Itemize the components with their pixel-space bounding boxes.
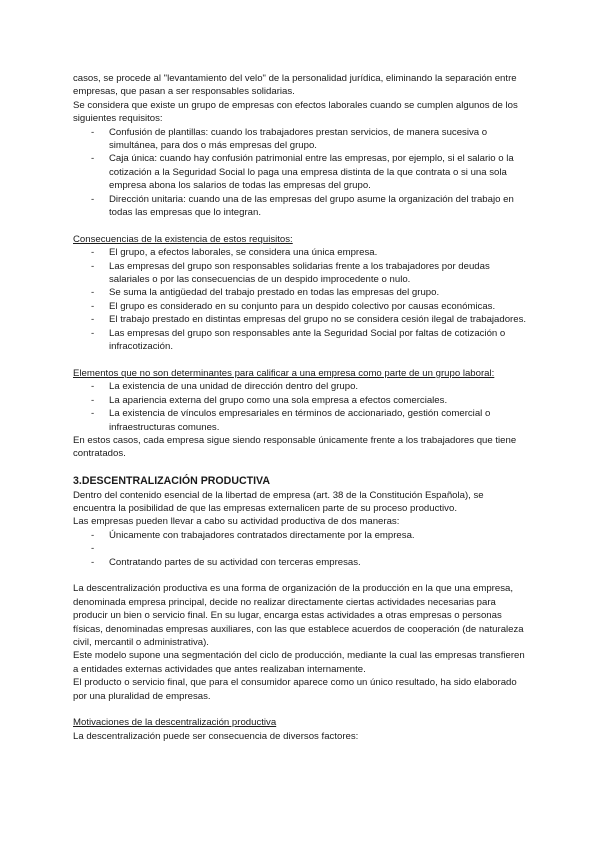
descentralizacion-paragraph-2: Las empresas pueden llevar a cabo su actividad productiva de dos maneras:	[73, 516, 400, 528]
list-item: - Las empresas del grupo son responsables solidarias frente a los trabajadores por deudas salariales o por las consecuencias de un despido improcedente o nulo.	[73, 260, 528, 287]
consecuencias-heading: Consecuencias de la existencia de estos requisitos:	[73, 233, 293, 245]
maneras-list	[73, 529, 528, 569]
list-item: - Las empresas del grupo son responsables ante la Seguridad Social por faltas de cotización o infracotización.	[73, 327, 528, 354]
spacer	[73, 569, 528, 582]
list-item: - Confusión de plantillas: cuando los trabajadores prestan servicios, de manera sucesiva o simultánea, para dos o más empresas del grupo.	[73, 126, 528, 153]
descentralizacion-paragraph-5: El producto o servicio final, que para el consumidor aparece como un único resultado, ha sido elaborado por una pluralidad de empresas.	[73, 677, 517, 702]
list-item: - El grupo, a efectos laborales, se considera una única empresa.	[73, 246, 528, 259]
descentralizacion-paragraph-3: La descentralización productiva es una forma de organización de la producción en la que una empresa, denominada empresa principal, decide no realizar directamente ciertas actividades necesarias para producir un bien o servicio final. En su lugar, encarga estas actividades a otras empresas o personas físicas, denominadas empresas auxiliares, con las que establece acuerdos de cooperación (de naturaleza civil, mercantil o administrativa).	[73, 583, 524, 648]
spacer	[73, 542, 528, 555]
list-item: - La apariencia externa del grupo como una sola empresa a efectos comerciales.	[73, 394, 528, 407]
spacer	[73, 354, 528, 367]
list-item: - Únicamente con trabajadores contratados directamente por la empresa.	[73, 529, 528, 542]
list-item: - La existencia de una unidad de dirección dentro del grupo.	[73, 380, 528, 393]
list-item: - El grupo es considerado en su conjunto para un despido colectivo por causas económicas.	[73, 300, 528, 313]
elementos-closing-paragraph: En estos casos, cada empresa sigue siendo responsable únicamente frente a los trabajadores que tiene contratados.	[73, 434, 517, 460]
spacer	[73, 703, 528, 716]
list-item: - El trabajo prestado en distintas empresas del grupo no se considera cesión ilegal de trabajadores.	[73, 313, 528, 326]
list-item: - Contratando partes de su actividad con terceras empresas.	[73, 556, 528, 569]
elementos-heading: Elementos que no son determinantes para calificar a una empresa como parte de un grupo laboral:	[73, 367, 495, 379]
motivaciones-paragraph: La descentralización puede ser consecuencia de diversos factores:	[73, 730, 359, 742]
grupo-definition-paragraph: Se considera que existe un grupo de empresas con efectos laborales cuando se cumplen algunos de los siguientes requisitos:	[73, 99, 518, 125]
elementos-list	[73, 380, 528, 434]
descentralizacion-paragraph-1: Dentro del contenido esencial de la libertad de empresa (art. 38 de la Constitución Española), se encuentra la posibilidad de que las empresas externalicen parte de su proceso productivo.	[73, 489, 484, 514]
document-body	[73, 72, 528, 743]
section-heading: 3.DESCENTRALIZACIÓN PRODUCTIVA	[73, 475, 270, 488]
descentralizacion-paragraph-4: Este modelo supone una segmentación del ciclo de producción, mediante la cual las empresas transfieren a entidades externas actividades que antes realizaban internamente.	[73, 650, 525, 675]
spacer	[73, 219, 528, 232]
intro-paragraph: casos, se procede al "levantamiento del velo" de la personalidad jurídica, eliminando la separación entre empresas, que pasan a ser responsables solidarias.	[73, 73, 517, 98]
list-item: - Dirección unitaria: cuando una de las empresas del grupo asume la organización del trabajo en todas las empresas que lo integran.	[73, 193, 528, 220]
list-item: - Caja única: cuando hay confusión patrimonial entre las empresas, por ejemplo, si el salario o la cotización a la Seguridad Social lo paga una empresa distinta de la que contrata o si una sola empresa abona los salarios de todas las empresas del grupo.	[73, 152, 528, 192]
requisitos-list	[73, 126, 528, 220]
spacer	[73, 461, 528, 474]
list-item: - Se suma la antigüedad del trabajo prestado en todas las empresas del grupo.	[73, 286, 528, 299]
motivaciones-heading: Motivaciones de la descentralización productiva	[73, 717, 277, 729]
list-item: - La existencia de vínculos empresariales en términos de accionariado, gestión comercial o infraestructuras comunes.	[73, 407, 528, 434]
consecuencias-list	[73, 246, 528, 353]
